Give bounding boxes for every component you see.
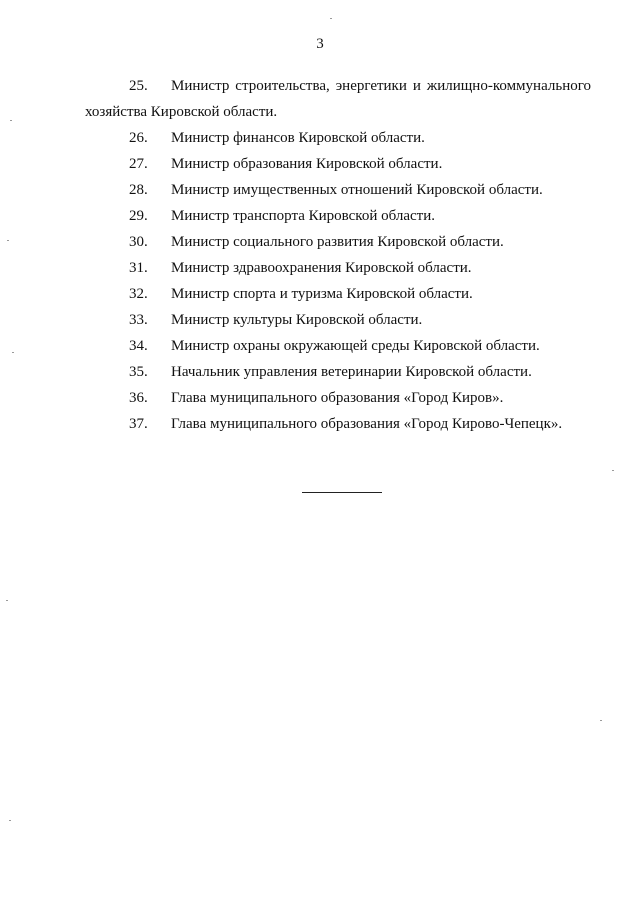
item-number: 27.: [129, 156, 148, 172]
item-text-continuation: хозяйства Кировской области.: [85, 104, 278, 120]
item-text: Министр охраны окружающей среды Кировской области.: [171, 338, 540, 354]
list-item: [0, 385, 640, 411]
list-item: [0, 359, 640, 385]
item-text: Министр транспорта Кировской области.: [171, 208, 436, 224]
item-text: Министр образования Кировской области.: [171, 156, 443, 172]
item-number: 34.: [129, 338, 148, 354]
officials-list: [0, 73, 640, 437]
list-item: [0, 203, 640, 229]
list-item: [0, 125, 640, 151]
item-number: 35.: [129, 364, 148, 380]
item-number: 33.: [129, 312, 148, 328]
scan-speck: [330, 18, 332, 19]
item-number: 28.: [129, 182, 148, 198]
list-item: [0, 177, 640, 203]
scan-speck: [600, 720, 602, 721]
list-item: [0, 411, 640, 437]
list-item: [0, 281, 640, 307]
item-text: Министр финансов Кировской области.: [171, 130, 425, 146]
scan-speck: [6, 600, 8, 601]
item-text: Министр строительства, энергетики и жилищно-коммунального: [171, 78, 591, 94]
list-item: [0, 229, 640, 255]
item-text: Министр спорта и туризма Кировской области.: [171, 286, 473, 302]
item-number: 31.: [129, 260, 148, 276]
list-item: [0, 73, 640, 125]
scan-speck: [10, 120, 12, 121]
item-number: 32.: [129, 286, 148, 302]
end-separator-line: [302, 492, 382, 493]
item-number: 36.: [129, 390, 148, 406]
page-number: 3: [316, 36, 324, 52]
item-text: Министр имущественных отношений Кировской области.: [171, 182, 543, 198]
item-text: Министр культуры Кировской области.: [171, 312, 423, 328]
scan-speck: [7, 240, 9, 241]
list-item: [0, 333, 640, 359]
scan-speck: [9, 820, 11, 821]
scan-speck: [12, 352, 14, 353]
item-text: Министр здравоохранения Кировской области.: [171, 260, 472, 276]
item-text: Министр социального развития Кировской области.: [171, 234, 504, 250]
item-text: Начальник управления ветеринарии Кировской области.: [171, 364, 532, 380]
item-number: 26.: [129, 130, 148, 146]
item-number: 25.: [129, 78, 148, 94]
item-text: Глава муниципального образования «Город Киров».: [171, 390, 504, 406]
list-item: [0, 151, 640, 177]
list-item: [0, 255, 640, 281]
item-number: 37.: [129, 416, 148, 432]
item-number: 30.: [129, 234, 148, 250]
item-number: 29.: [129, 208, 148, 224]
item-text: Глава муниципального образования «Город Кирово-Чепецк».: [171, 416, 563, 432]
list-item: [0, 307, 640, 333]
scan-speck: [612, 470, 614, 471]
